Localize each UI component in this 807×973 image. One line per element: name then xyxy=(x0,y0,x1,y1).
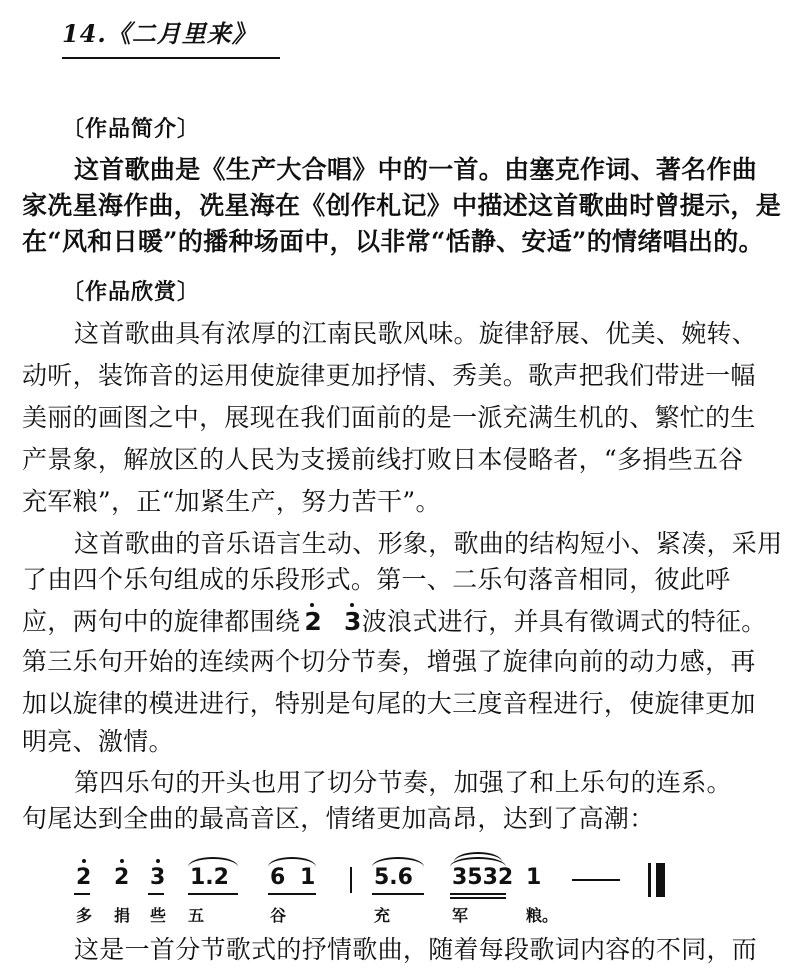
paragraph-line: 产景象，解放区的人民为支援前线打败日本侵略者，“多捐些五谷 xyxy=(22,445,744,474)
lyric: 充 xyxy=(374,906,391,925)
paragraph-line: 句尾达到全曲的最高音区，情绪更加高昂，达到了高潮： xyxy=(22,804,655,833)
note: 2 xyxy=(76,865,92,890)
inline-note-3 xyxy=(344,607,362,636)
lyric: 捐 xyxy=(114,906,131,925)
note: 3 xyxy=(150,865,166,890)
paragraph-line-with-notes xyxy=(22,602,767,638)
paragraph-text: 波浪式进行，并具有徵调式的特征。 xyxy=(361,607,767,636)
slur xyxy=(268,857,316,867)
appreciation-heading: 〔作品欣赏〕 xyxy=(62,279,201,305)
intro-line: 家冼星海作曲，冼星海在《创作札记》中描述这首歌曲时曾提示，是 xyxy=(22,191,782,220)
high-octave-dot xyxy=(120,859,124,863)
note: 1.2 xyxy=(190,865,229,890)
title-underline xyxy=(62,57,280,59)
slur xyxy=(454,852,502,862)
note: 3532 xyxy=(452,865,514,890)
paragraph-line: 了由四个乐句组成的乐段形式。第一、二乐句落音相同，彼此呼 xyxy=(22,565,731,594)
lyric: 粮。 xyxy=(526,906,559,925)
note: 2 xyxy=(114,865,130,890)
slur xyxy=(188,857,238,867)
paragraph-line: 第三乐句开始的连续两个切分节奏，增强了旋律向前的动力感，再 xyxy=(22,647,756,676)
paragraph-line: 充军粮”，正“加紧生产，努力苦干”。 xyxy=(22,487,441,516)
note: 1 xyxy=(526,865,542,890)
paragraph-line: 这首歌曲的音乐语言生动、形象，歌曲的结构短小、紧凑，采用 xyxy=(74,529,783,558)
lyric: 谷 xyxy=(270,906,287,925)
slur xyxy=(372,857,424,867)
inline-note-2 xyxy=(304,607,322,636)
note: 6 xyxy=(270,865,286,890)
paragraph-line: 第四乐句的开头也用了切分节奏，加强了和上乐句的连系。 xyxy=(74,768,732,797)
paragraph-line: 明亮、激情。 xyxy=(22,727,174,756)
paragraph-line: 动听，装饰音的运用使旋律更加抒情、秀美。歌声把我们带进一幅 xyxy=(22,361,756,390)
duration-underline xyxy=(74,893,90,895)
duration-underline xyxy=(372,893,424,895)
duration-underline xyxy=(148,893,164,895)
paragraph-line: 这是一首分节歌式的抒情歌曲，随着每段歌词内容的不同，而 xyxy=(74,935,758,964)
lyric: 多 xyxy=(76,906,93,925)
lyric: 些 xyxy=(150,906,167,925)
high-octave-dot xyxy=(156,859,160,863)
paragraph-line: 这首歌曲具有浓厚的江南民歌风味。旋律舒展、优美、婉转、 xyxy=(74,319,758,348)
lyric: 五 xyxy=(188,906,205,925)
inline-note-value: 3 xyxy=(344,607,362,636)
high-octave-dot xyxy=(82,859,86,863)
page-title: 14.《二月里来》 xyxy=(62,19,257,48)
music-notation xyxy=(74,843,694,923)
final-bar-thin xyxy=(648,863,651,897)
paragraph-line: 美丽的画图之中，展现在我们面前的是一派充满生机的、繁忙的生 xyxy=(22,403,756,432)
paragraph-text: 应，两句中的旋律都围绕 xyxy=(22,607,301,636)
duration-underline xyxy=(450,893,506,895)
note: 5.6 xyxy=(374,865,413,890)
intro-heading: 〔作品简介〕 xyxy=(62,116,201,142)
note: 1 xyxy=(300,865,316,890)
inline-note-value: 2 xyxy=(304,607,323,636)
intro-line: 在“风和日暖”的播种场面中，以非常“恬静、安适”的情绪唱出的。 xyxy=(22,227,764,256)
final-bar-thick xyxy=(656,863,665,897)
duration-underline xyxy=(188,893,238,895)
duration-underline xyxy=(268,893,316,895)
paragraph-line: 加以旋律的模进进行，特别是句尾的大三度音程进行，使旋律更加 xyxy=(22,689,756,718)
lyric: 军 xyxy=(452,906,469,925)
duration-underline xyxy=(450,897,506,899)
sustain-dash xyxy=(572,879,620,881)
high-octave-dot xyxy=(350,603,354,607)
intro-line: 这首歌曲是《生产大合唱》中的一首。由塞克作词、著名作曲 xyxy=(74,155,758,184)
bar-line xyxy=(350,867,352,893)
